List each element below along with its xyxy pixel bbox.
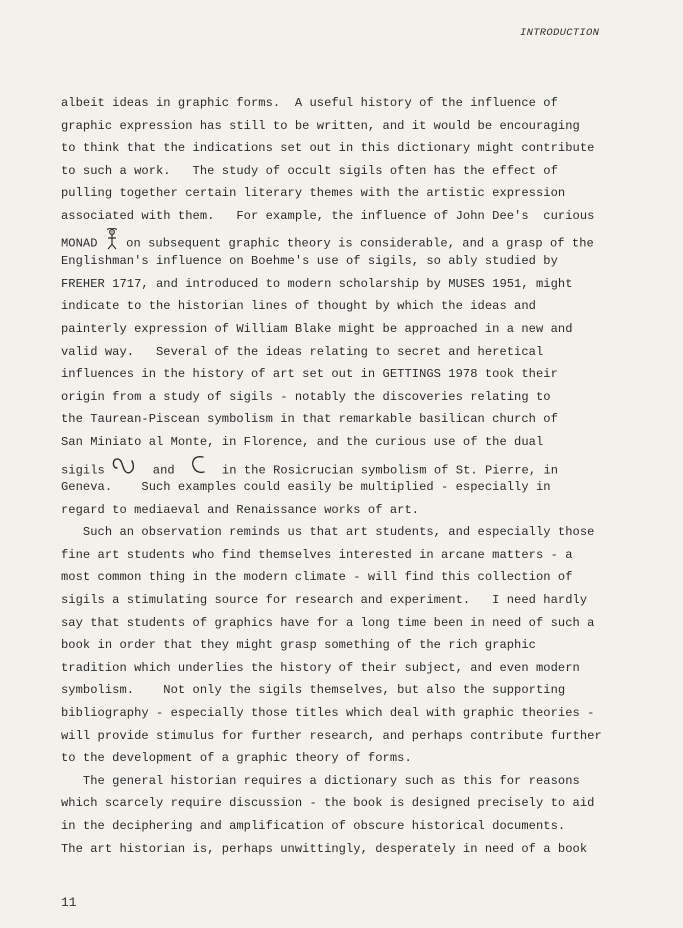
text-line bbox=[61, 431, 626, 454]
text-line bbox=[61, 634, 626, 657]
text-line bbox=[61, 363, 626, 386]
line-text: book in order that they might grasp something of the rich graphic bbox=[61, 638, 536, 653]
line-text: valid way. Several of the ideas relating to secret and heretical bbox=[61, 344, 544, 359]
line-text: say that students of graphics have for a long time been in need of such a bbox=[61, 615, 595, 630]
text-line bbox=[61, 657, 626, 680]
text-line bbox=[61, 499, 626, 522]
line-text: San Miniato al Monte, in Florence, and the curious use of the dual bbox=[61, 434, 544, 449]
running-header: INTRODUCTION bbox=[520, 27, 600, 39]
line-text: painterly expression of William Blake might be approached in a new and bbox=[61, 321, 573, 336]
text-line bbox=[61, 273, 626, 296]
line-text: Geneva. Such examples could easily be multiplied - especially in bbox=[61, 480, 551, 495]
line-text: regard to mediaeval and Renaissance works of art. bbox=[61, 502, 420, 517]
line-text: on subsequent graphic theory is considerable, and a grasp of the bbox=[118, 236, 594, 251]
text-line bbox=[61, 702, 626, 725]
text-line bbox=[61, 295, 626, 318]
text-line bbox=[61, 341, 626, 364]
text-line bbox=[61, 747, 626, 770]
line-text: origin from a study of sigils - notably the discoveries relating to bbox=[61, 389, 551, 404]
body-text bbox=[61, 92, 626, 860]
text-line bbox=[61, 544, 626, 567]
line-text: will provide stimulus for further research, and perhaps contribute further bbox=[61, 728, 602, 743]
text-line bbox=[61, 679, 626, 702]
line-text: the Taurean-Piscean symbolism in that remarkable basilican church of bbox=[61, 412, 558, 427]
text-line bbox=[61, 612, 626, 635]
text-line bbox=[61, 589, 626, 612]
page-number: 11 bbox=[61, 895, 77, 910]
text-line bbox=[61, 838, 626, 861]
line-text: albeit ideas in graphic forms. A useful history of the influence of bbox=[61, 96, 558, 110]
text-line bbox=[61, 792, 626, 815]
text-line bbox=[61, 815, 626, 838]
line-text: to think that the indications set out in this dictionary might contribute bbox=[61, 141, 595, 156]
text-line bbox=[61, 228, 626, 251]
line-text: The art historian is, perhaps unwittingly, desperately in need of a book bbox=[61, 841, 588, 856]
line-text: Such an observation reminds us that art students, and especially those bbox=[61, 525, 595, 540]
text-line bbox=[61, 250, 626, 273]
line-text: influences in the history of art set out in GETTINGS 1978 took their bbox=[61, 367, 558, 382]
text-line bbox=[61, 137, 626, 160]
line-text: symbolism. Not only the sigils themselves, but also the supporting bbox=[61, 683, 566, 698]
text-line bbox=[61, 115, 626, 138]
line-text: pulling together certain literary themes with the artistic expression bbox=[61, 186, 566, 201]
line-text: graphic expression has still to be written, and it would be encouraging bbox=[61, 118, 580, 133]
line-text: MONAD bbox=[61, 236, 105, 251]
line-text: indicate to the historian lines of thought by which the ideas and bbox=[61, 299, 536, 314]
line-text: in the Rosicrucian symbolism of St. Pierre, in bbox=[207, 463, 559, 477]
line-text: sigils a stimulating source for research and experiment. I need hardly bbox=[61, 593, 588, 608]
text-line bbox=[61, 725, 626, 748]
line-text: associated with them. For example, the influence of John Dee's curious bbox=[61, 208, 595, 223]
line-text: bibliography - especially those titles which deal with graphic theories - bbox=[61, 706, 595, 721]
text-line bbox=[61, 205, 626, 228]
text-line bbox=[61, 318, 626, 341]
text-line bbox=[61, 182, 626, 205]
line-text: sigils bbox=[61, 463, 113, 477]
text-line bbox=[61, 386, 626, 409]
line-text: tradition which underlies the history of their subject, and even modern bbox=[61, 660, 580, 675]
line-text: FREHER 1717, and introduced to modern scholarship by MUSES 1951, might bbox=[61, 276, 573, 291]
line-text: Englishman's influence on Boehme's use of sigils, so ably studied by bbox=[61, 254, 558, 269]
text-line bbox=[61, 92, 626, 115]
line-text: most common thing in the modern climate - will find this collection of bbox=[61, 570, 573, 585]
text-line bbox=[61, 160, 626, 183]
line-text: to such a work. The study of occult sigils often has the effect of bbox=[61, 163, 558, 178]
text-line bbox=[61, 454, 626, 477]
text-line bbox=[61, 566, 626, 589]
text-line bbox=[61, 408, 626, 431]
line-text: to the development of a graphic theory of forms. bbox=[61, 751, 412, 766]
text-line bbox=[61, 770, 626, 793]
text-line bbox=[61, 521, 626, 544]
line-text: The general historian requires a dictionary such as this for reasons bbox=[61, 773, 580, 788]
line-text: which scarcely require discussion - the book is designed precisely to aid bbox=[61, 796, 595, 811]
text-line bbox=[61, 476, 626, 499]
line-text: fine art students who find themselves interested in arcane matters - a bbox=[61, 547, 573, 562]
line-text: and bbox=[138, 463, 190, 477]
line-text: in the deciphering and amplification of obscure historical documents. bbox=[61, 819, 566, 833]
